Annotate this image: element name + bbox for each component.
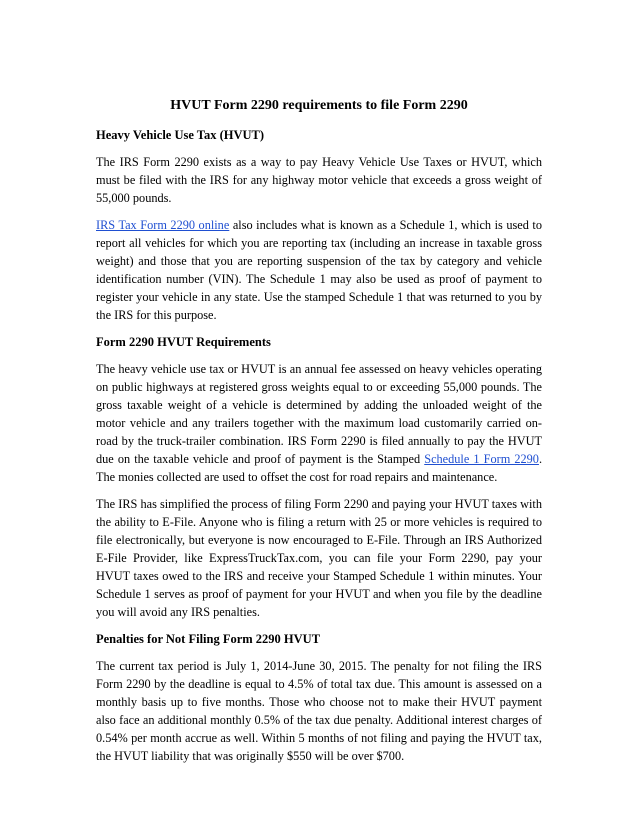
document-body (96, 96, 542, 774)
paragraph-requirements-text-before: The heavy vehicle use tax or HVUT is an annual fee assessed on heavy vehicles operating on public highways at registered gross weights equal to or exceeding 55,000 pounds. The gross taxable weight of a vehicle is determined by adding the unloaded weight of the motor vehicle and any trailers together with the maximum load customarily carried on-road by the truck-trailer combination. IRS Form 2290 is filed annually to pay the HVUT due on the taxable vehicle and proof of payment is the Stamped (96, 362, 542, 466)
schedule-1-form-2290-link[interactable]: Schedule 1 Form 2290 (424, 452, 539, 466)
section-heading-penalties: Penalties for Not Filing Form 2290 HVUT (96, 632, 321, 646)
section-heading-hvut: Heavy Vehicle Use Tax (HVUT) (96, 128, 265, 142)
irs-tax-form-2290-online-link[interactable]: IRS Tax Form 2290 online (96, 218, 230, 232)
paragraph-schedule-1-text: also includes what is known as a Schedule 1, which is used to report all vehicles for which you are reporting tax (including an increase in taxable gross weight) and those that you are reporting suspension of the tax by category and vehicle identification number (VIN). The Schedule 1 may also be used as proof of payment to register your vehicle in any state. Use the stamped Schedule 1 that was returned to you by the IRS for this purpose. (96, 218, 542, 322)
paragraph-requirements-text-after: . The monies collected are used to offset the cost for road repairs and maintenance. (96, 452, 543, 484)
paragraph-form-2290-intro: The IRS Form 2290 exists as a way to pay Heavy Vehicle Use Taxes or HVUT, which must be filed with the IRS for any highway motor vehicle that exceeds a gross weight of 55,000 pounds. (96, 155, 542, 205)
paragraph-schedule-1 (96, 216, 542, 324)
paragraph-requirements (96, 360, 542, 486)
section-heading-requirements: Form 2290 HVUT Requirements (96, 335, 271, 349)
paragraph-efile: The IRS has simplified the process of filing Form 2290 and paying your HVUT taxes with the ability to E-File. Anyone who is filing a return with 25 or more vehicles is required to file electronically, but everyone is now encouraged to E-File. Through an IRS Authorized E-File Provider, like ExpressTruckTax.com, you can file your Form 2290, pay your HVUT taxes owed to the IRS and receive your Stamped Schedule 1 within minutes. Your Schedule 1 serves as proof of payment for your HVUT and when you file by the deadline you will avoid any IRS penalties. (96, 497, 542, 619)
document-title: HVUT Form 2290 requirements to file Form 2290 (170, 98, 468, 113)
paragraph-penalties: The current tax period is July 1, 2014-June 30, 2015. The penalty for not filing the IRS Form 2290 by the deadline is equal to 4.5% of total tax due. This amount is assessed on a monthly basis up to five months. Those who choose not to make their HVUT payment also face an additional monthly 0.5% of the tax due penalty. Additional interest charges of 0.54% per month accrue as well. Within 5 months of not filing and paying the HVUT tax, the HVUT liability that was originally $550 will be over $700. (96, 659, 542, 763)
